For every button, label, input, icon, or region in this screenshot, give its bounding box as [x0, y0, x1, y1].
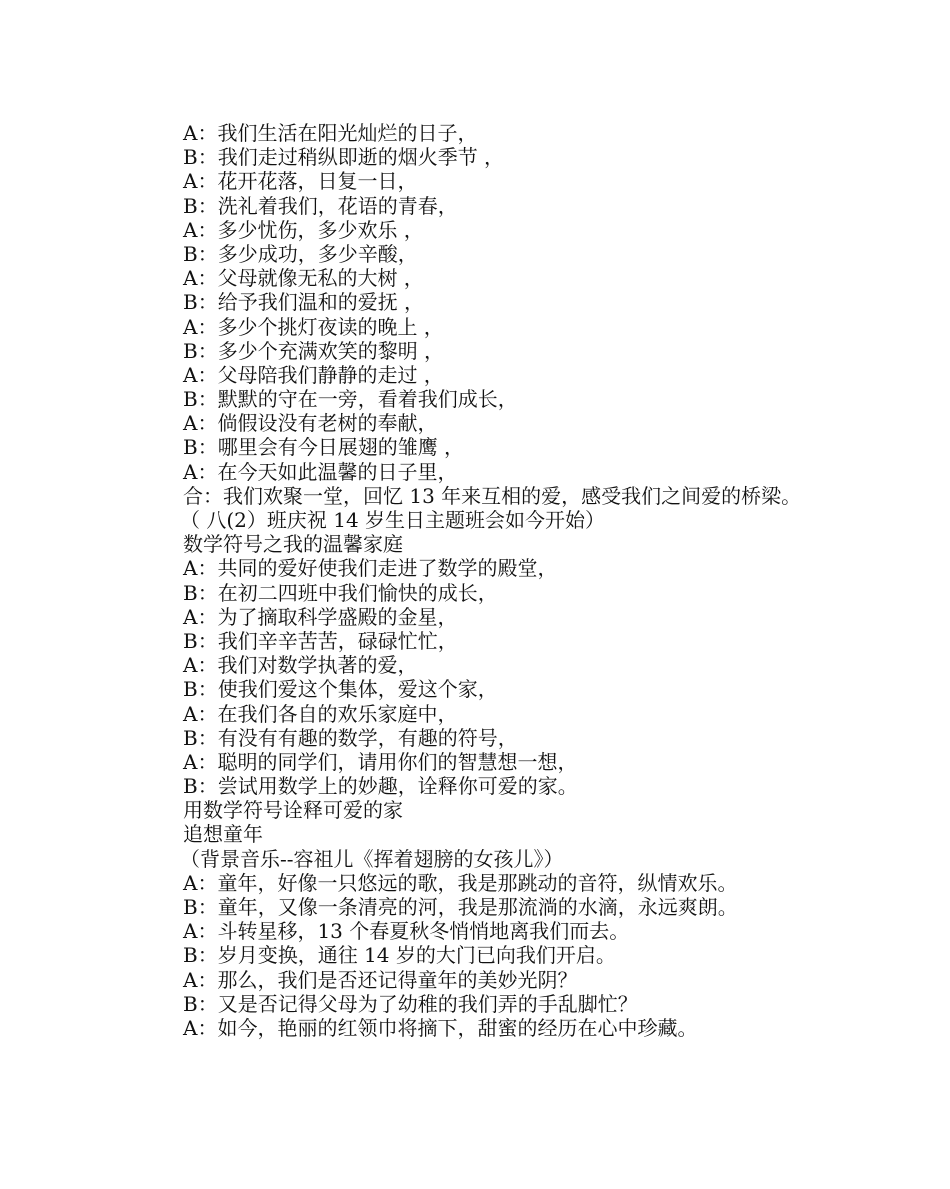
dialogue-line: A：我们对数学执著的爱， — [183, 653, 418, 678]
dialogue-line: B：给予我们温和的爱抚 ， — [183, 290, 425, 315]
dialogue-line: A：在今天如此温馨的日子里， — [183, 459, 458, 484]
dialogue-line: A：多少忧伤，多少欢乐 ， — [183, 217, 424, 242]
dialogue-line: A：倘假设没有老树的奉献， — [183, 411, 438, 436]
dialogue-line: B：童年，又像一条清亮的河，我是那流淌的水滴，永远爽朗。 — [183, 895, 738, 920]
dialogue-line: B：我们走过稍纵即逝的烟火季节 ， — [183, 145, 505, 170]
dialogue-line: A：花开花落，日复一日， — [183, 169, 418, 194]
dialogue-line: B：默默的守在一旁，看着我们成长， — [183, 387, 518, 412]
dialogue-line: A：我们生活在阳光灿烂的日子， — [183, 121, 478, 145]
music-note: （背景音乐--容祖儿《挥着翅膀的女孩儿》） — [180, 846, 564, 871]
dialogue-line: B：尝试用数学上的妙趣，诠释你可爱的家。 — [183, 774, 578, 799]
announcement-line: （ 八(2）班庆祝 14 岁生日主题班会如今开始） — [180, 508, 606, 533]
dialogue-line: A：童年，好像一只悠远的歌，我是那跳动的音符，纵情欢乐。 — [183, 870, 738, 895]
dialogue-line: A：如今，艳丽的红领巾将摘下，甜蜜的经历在心中珍藏。 — [183, 1015, 698, 1040]
dialogue-line: B：我们辛辛苦苦，碌碌忙忙， — [183, 628, 458, 653]
chorus-line: 合：我们欢聚一堂，回忆 13 年来互相的爱，感受我们之间爱的桥梁。 — [183, 483, 802, 508]
dialogue-line: B：又是否记得父母为了幼稚的我们弄的手乱脚忙？ — [183, 991, 638, 1016]
dialogue-line: A：父母陪我们静静的走过 ， — [183, 362, 444, 387]
section-title: 数学符号之我的温馨家庭 — [183, 532, 403, 557]
dialogue-line: B：岁月变换，通往 14 岁的大门已向我们开启。 — [183, 943, 616, 968]
dialogue-line: A：斗转星移，13 个春夏秋冬悄悄地离我们而去。 — [183, 919, 630, 944]
dialogue-line: B：洗礼着我们，花语的青春， — [183, 193, 458, 218]
dialogue-line: B：有没有有趣的数学，有趣的符号， — [183, 725, 518, 750]
dialogue-line: A：为了摘取科学盛殿的金星， — [183, 604, 458, 629]
document-body — [140, 121, 820, 1040]
dialogue-line: B：使我们爱这个集体，爱这个家， — [183, 677, 498, 702]
dialogue-line: A：多少个挑灯夜读的晚上 ， — [183, 314, 444, 339]
dialogue-line: A：那么，我们是否还记得童年的美妙光阴？ — [183, 967, 578, 992]
dialogue-line: A：聪明的同学们，请用你们的智慧想一想， — [183, 749, 578, 774]
dialogue-line: A：在我们各自的欢乐家庭中， — [183, 701, 458, 726]
dialogue-line: A：父母就像无私的大树 ， — [183, 266, 424, 291]
dialogue-line: B：哪里会有今日展翅的雏鹰 ， — [183, 435, 465, 460]
section-title: 追想童年 — [183, 822, 263, 847]
dialogue-line: A：共同的爱好使我们走进了数学的殿堂， — [183, 556, 558, 581]
section-subtitle: 用数学符号诠释可爱的家 — [183, 798, 403, 823]
dialogue-line: B：多少成功，多少辛酸， — [183, 241, 418, 266]
dialogue-line: B：在初二四班中我们愉快的成长， — [183, 580, 498, 605]
dialogue-line: B：多少个充满欢笑的黎明 ， — [183, 338, 445, 363]
